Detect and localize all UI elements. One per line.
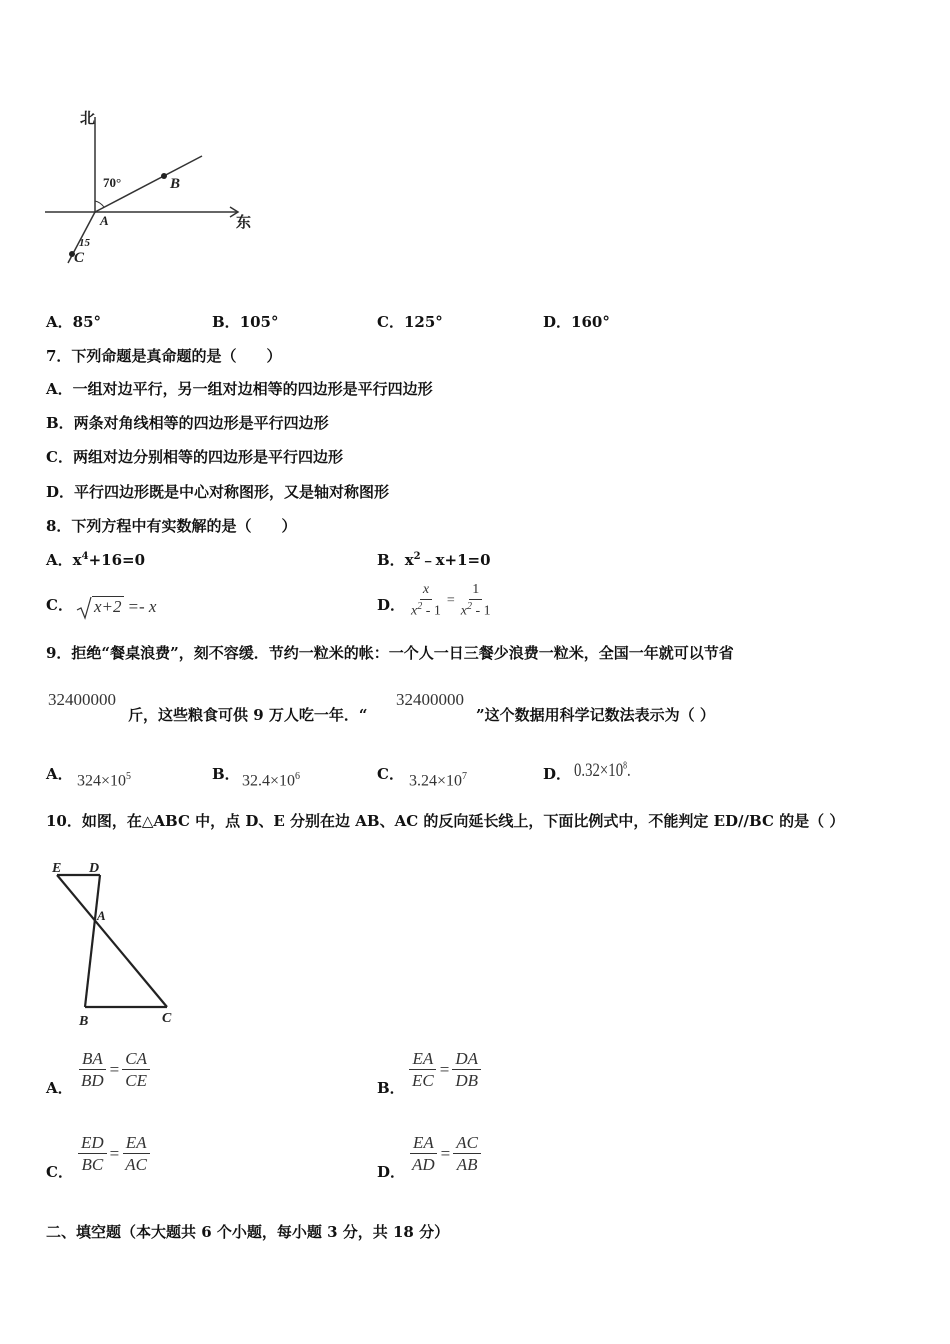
q7-option-b: B．两条对角线相等的四边形是平行四边形 [46,414,329,432]
q6-compass-figure [40,105,265,275]
q9-number-2: 32400000 [396,690,464,709]
q9-number-1: 32400000 [48,690,116,709]
q10-option-b-expression: $\frac{EA}{EC}$ = $\frac{DA}{DB}$ [409,1050,481,1089]
q10-triangle-figure [45,855,185,1030]
q8-option-d: D． [377,596,406,614]
q10-option-c-expression: $\frac{ED}{BC}$ = $\frac{EA}{AC}$ [78,1134,150,1173]
point-b-label: B [79,1014,89,1029]
angle-70-label: 70° [103,175,122,190]
q9-option-d-label: D． [543,765,572,783]
q9-option-b-value: $32.4\times 10^6$ [242,771,301,790]
q8-option-b: B．$x^2﹣x+1=0$ [377,551,491,569]
sqrt-icon [76,596,92,620]
q7-option-d: D．平行四边形既是中心对称图形，又是轴对称图形 [46,483,390,501]
point-a-label: A [100,213,109,228]
north-label: 北 [80,111,96,127]
q9-stem-end: ”这个数据用科学记数法表示为（ ） [476,706,715,724]
q6-option-d: D．160° [543,313,610,331]
point-d-label: D [89,861,100,876]
point-e-label: E [52,861,62,876]
q9-option-a-label: A． [46,765,73,783]
q8-option-c-expression: x+2 =- x [76,596,156,620]
q8-option-d-expression: $\frac{x}{x^2 - 1}$ = $\frac{1}{x^2 - 1}$ [411,582,491,619]
q10-option-a-label: A． [46,1079,73,1097]
q7-option-a: A．一组对边平行，另一组对边相等的四边形是平行四边形 [46,380,433,398]
section-2-title: 二、填空题（本大题共 6 个小题，每小题 3 分，共 18 分） [46,1223,450,1241]
point-c-label: C [162,1011,172,1026]
angle-15-label: 15 [79,237,90,249]
east-label: 东 [236,215,252,231]
q7-option-c: C．两组对边分别相等的四边形是平行四边形 [46,448,343,466]
point-a-label: A [97,908,106,923]
point-c-label: C [74,250,85,266]
q10-option-b-label: B． [377,1079,405,1097]
q8-option-c: C． [46,596,73,614]
q9-option-b-label: B． [212,765,240,783]
q6-option-c: C．125° [377,313,443,331]
q6-option-b: B．105° [212,313,279,331]
q10-option-d-label: D． [377,1163,406,1181]
q9-option-a-value: $324\times 10^5$ [77,771,132,790]
q10-option-c-label: C． [46,1163,73,1181]
q9-option-c-label: C． [377,765,404,783]
q7-stem: 7．下列命题是真命题的是（ ） [46,347,282,365]
q10-option-d-expression: $\frac{EA}{AD}$ = $\frac{AC}{AB}$ [409,1134,481,1173]
q9-option-d-value: $0.32\times 10^8$. [574,760,631,781]
q9-option-c-value: $3.24\times 10^7$ [409,771,468,790]
q8-stem: 8．下列方程中有实数解的是（ ） [46,517,297,535]
q10-option-a-expression: $\frac{BA}{BD}$ = $\frac{CA}{CE}$ [78,1050,150,1089]
q9-stem-mid: 斤，这些粮食可供 9 万人吃一年．“ [128,706,368,724]
q6-option-a: A．85° [46,313,102,331]
q10-stem: 10．如图，在△ABC 中，点 D、E 分别在边 AB、AC 的反向延长线上，下面比例式中，不能判定 ED//BC 的是（ ） [46,812,845,830]
q8-option-a: A．$x^4+16=0$ [46,551,146,569]
point-b-label: B [170,176,181,192]
q9-stem-line1: 9．拒绝“餐桌浪费”，刻不容缓．节约一粒米的帐：一个人一日三餐少浪费一粒米，全国一年就可以节省 [46,644,734,662]
